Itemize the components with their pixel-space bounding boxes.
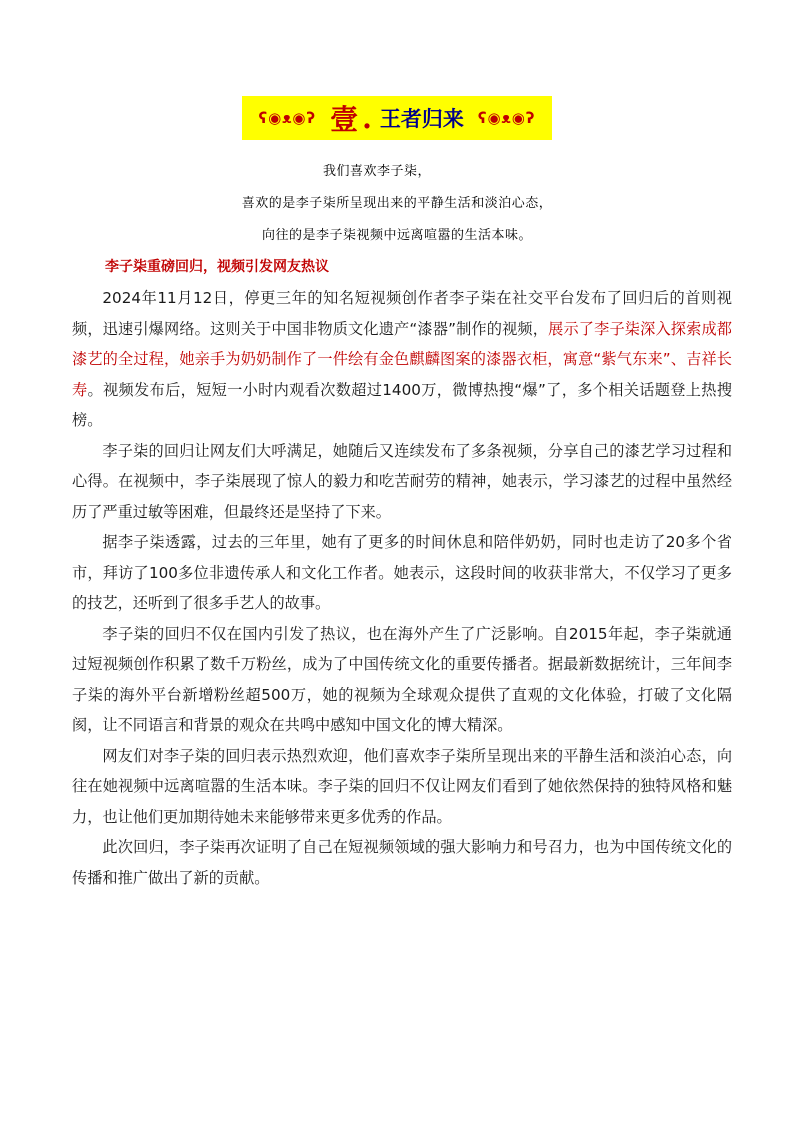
paragraph-4: 李子柒的回归不仅在国内引发了热议，也在海外产生了广泛影响。自2015年起，李子柒就通过短视频创作积累了数千万粉丝，成为了中国传统文化的重要传播者。据最新数据统计，三年间李子柒的海外平台新增粉丝超500万，她的视频为全球观众提供了直观的文化体验，打破了文化隔阂，让不同语言和背景的观众在共鸣中感知中国文化的博大精深。 bbox=[72, 624, 732, 734]
bear-ornament-left-icon: ʕ◉ᴥ◉ʔ bbox=[258, 109, 317, 127]
quote-line-2: 喜欢的是李子柒所呈现出来的平静生活和淡泊心态， bbox=[241, 196, 553, 211]
title-banner bbox=[242, 96, 552, 140]
title-dot: . bbox=[362, 101, 372, 135]
paragraph-5: 网友们对李子柒的回归表示热烈欢迎，他们喜欢李子柒所呈现出来的平静生活和淡泊心态，向往在她视频中远离喧嚣的生活本味。李子柒的回归不仅让网友们看到了她依然保持的独特风格和魅力，也让他们更加期待她未来能够带来更多优秀的作品。 bbox=[72, 746, 732, 826]
title-text: 王者归来 bbox=[379, 107, 464, 131]
bear-ornament-right-icon: ʕ◉ᴥ◉ʔ bbox=[477, 109, 536, 127]
quote-line-1: 我们喜欢李子柒， bbox=[322, 164, 431, 179]
article-body bbox=[72, 283, 732, 893]
paragraph-3: 据李子柒透露，过去的三年里，她有了更多的时间休息和陪伴奶奶，同时也走访了20多个省市，拜访了100多位非遗传承人和文化工作者。她表示，这段时间的收获非常大，不仅学习了更多的技艺，还听到了很多手艺人的故事。 bbox=[72, 533, 732, 612]
quote-line-3: 向往的是李子柒视频中远离喧嚣的生活本味。 bbox=[261, 228, 532, 243]
paragraph-1-intro: 2024年11月12日，停更三年的知名短视频创作者李子柒在社交平台发布了回归后的首则视频，迅速引爆网络。这则关于中国非物质文化遗产“漆器”制作的视频， bbox=[72, 289, 732, 338]
paragraph-2: 李子柒的回归让网友们大呼满足，她随后又连续发布了多条视频，分享自己的漆艺学习过程和心得。在视频中，李子柒展现了惊人的毅力和吃苦耐劳的精神，她表示，学习漆艺的过程中虽然经历了严重过敏等困难，但最终还是坚持了下来。 bbox=[72, 441, 732, 521]
paragraph-1-outro: 。视频发布后，短短一小时内观看次数超过1400万，微博热搜“爆”了，多个相关话题登上热搜榜。 bbox=[72, 380, 733, 429]
paragraph-1 bbox=[72, 283, 732, 436]
title-number: 壹 bbox=[330, 103, 359, 136]
paragraph-1-highlight: 展示了李子柒深入探索成都漆艺的全过程，她亲手为奶奶制作了一件绘有金色麒麟图案的漆器衣柜，寓意“紫气东来”、吉祥长寿 bbox=[72, 319, 732, 399]
section-subheading: 李子柒重磅回归，视频引发网友热议 bbox=[105, 259, 329, 275]
paragraph-6: 此次回归，李子柒再次证明了自己在短视频领域的强大影响力和号召力，也为中国传统文化的传播和推广做出了新的贡献。 bbox=[72, 838, 732, 887]
